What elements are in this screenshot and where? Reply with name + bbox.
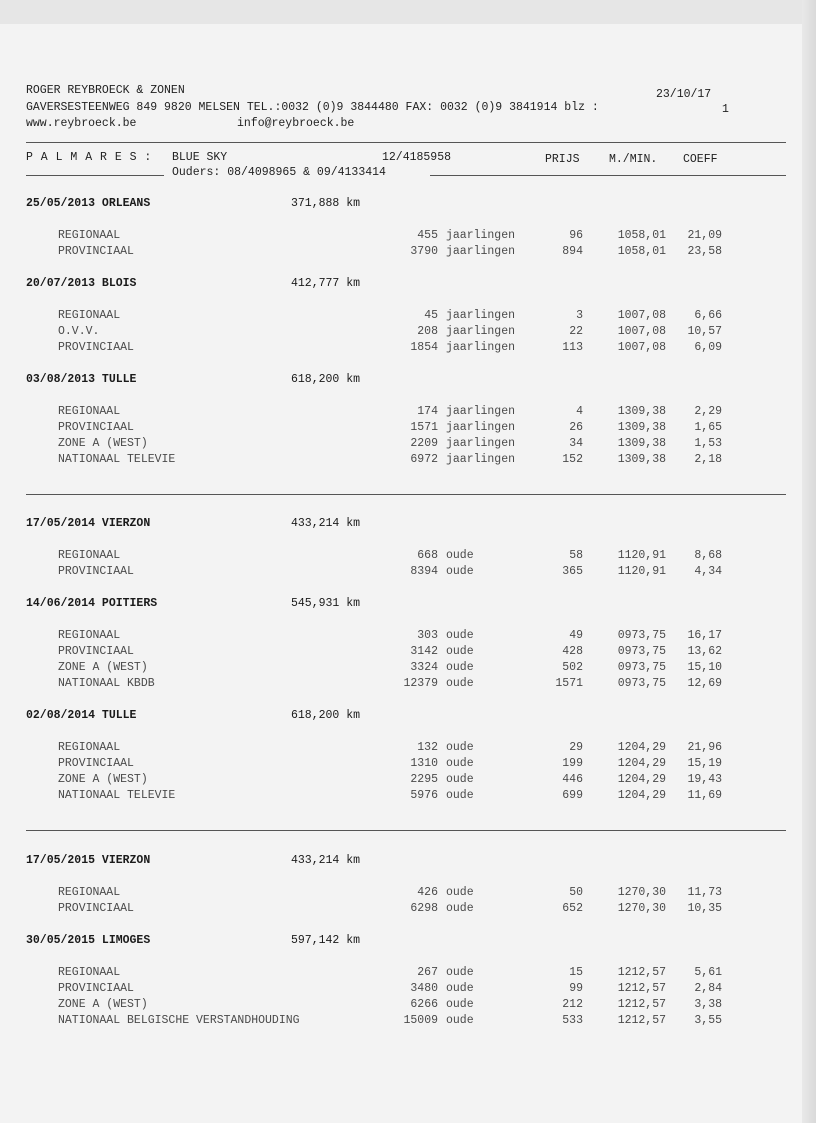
col-speed: M./MIN. <box>609 153 658 166</box>
result-category: PROVINCIAAL <box>58 245 134 258</box>
header-rule <box>26 142 786 143</box>
result-category: REGIONAAL <box>58 405 121 418</box>
result-speed: 1204,29 <box>617 789 666 802</box>
result-speed: 1204,29 <box>617 757 666 770</box>
result-category: REGIONAAL <box>58 229 121 242</box>
result-prize: 199 <box>562 757 583 770</box>
result-category: O.V.V. <box>58 325 100 338</box>
result-prize: 894 <box>562 245 583 258</box>
result-speed: 1309,38 <box>617 453 666 466</box>
result-type: oude <box>446 902 474 915</box>
result-category: ZONE A (WEST) <box>58 437 148 450</box>
result-coeff: 3,38 <box>694 998 722 1011</box>
parents: Ouders: 08/4098965 & 09/4133414 <box>172 166 386 179</box>
race-distance: 433,214 km <box>291 854 361 867</box>
result-type: jaarlingen <box>446 309 516 322</box>
result-category: NATIONAAL KBDB <box>58 677 155 690</box>
result-entrants: 426 <box>417 886 438 899</box>
result-type: oude <box>446 773 474 786</box>
result-type: oude <box>446 998 474 1011</box>
result-speed: 1212,57 <box>617 1014 666 1027</box>
result-type: oude <box>446 741 474 754</box>
result-type: oude <box>446 629 474 642</box>
race-distance: 597,142 km <box>291 934 361 947</box>
result-prize: 26 <box>569 421 583 434</box>
race-date-place: 03/08/2013 TULLE <box>26 373 137 386</box>
result-speed: 1058,01 <box>617 229 666 242</box>
result-category: PROVINCIAAL <box>58 757 134 770</box>
result-speed: 1204,29 <box>617 741 666 754</box>
result-type: jaarlingen <box>446 341 516 354</box>
result-type: oude <box>446 966 474 979</box>
result-category: ZONE A (WEST) <box>58 661 148 674</box>
result-coeff: 13,62 <box>687 645 722 658</box>
result-category: ZONE A (WEST) <box>58 773 148 786</box>
race-distance: 412,777 km <box>291 277 361 290</box>
result-type: jaarlingen <box>446 245 516 258</box>
result-type: oude <box>446 645 474 658</box>
result-speed: 1270,30 <box>617 902 666 915</box>
pigeon-name: BLUE SKY <box>172 151 228 164</box>
result-category: PROVINCIAAL <box>58 645 134 658</box>
email: info@reybroeck.be <box>237 117 355 130</box>
result-coeff: 6,66 <box>694 309 722 322</box>
result-prize: 446 <box>562 773 583 786</box>
result-type: jaarlingen <box>446 325 516 338</box>
result-speed: 1309,38 <box>617 405 666 418</box>
race-date-place: 17/05/2015 VIERZON <box>26 854 151 867</box>
result-prize: 652 <box>562 902 583 915</box>
parents-rule-right <box>430 175 786 176</box>
result-speed: 1204,29 <box>617 773 666 786</box>
result-entrants: 668 <box>417 549 438 562</box>
race-date-place: 02/08/2014 TULLE <box>26 709 137 722</box>
result-prize: 99 <box>569 982 583 995</box>
result-entrants: 132 <box>417 741 438 754</box>
result-entrants: 45 <box>424 309 438 322</box>
result-entrants: 1310 <box>410 757 438 770</box>
season-divider-2015 <box>26 830 786 831</box>
result-coeff: 15,19 <box>687 757 722 770</box>
parents-rule-left <box>26 175 164 176</box>
result-entrants: 2295 <box>410 773 438 786</box>
race-distance: 433,214 km <box>291 517 361 530</box>
result-entrants: 455 <box>417 229 438 242</box>
result-speed: 1058,01 <box>617 245 666 258</box>
result-category: PROVINCIAAL <box>58 902 134 915</box>
result-type: oude <box>446 661 474 674</box>
result-coeff: 3,55 <box>694 1014 722 1027</box>
result-entrants: 6266 <box>410 998 438 1011</box>
result-category: NATIONAAL TELEVIE <box>58 453 176 466</box>
result-category: REGIONAAL <box>58 886 121 899</box>
address-line: GAVERSESTEENWEG 849 9820 MELSEN TEL.:0032 (0)9 3844480 FAX: 0032 (0)9 3841914 blz : <box>26 101 599 114</box>
race-date-place: 20/07/2013 BLOIS <box>26 277 137 290</box>
result-type: jaarlingen <box>446 453 516 466</box>
result-entrants: 15009 <box>403 1014 438 1027</box>
pigeon-ring: 12/4185958 <box>382 151 452 164</box>
result-type: oude <box>446 886 474 899</box>
result-prize: 50 <box>569 886 583 899</box>
result-coeff: 21,96 <box>687 741 722 754</box>
race-date-place: 17/05/2014 VIERZON <box>26 517 151 530</box>
palmares-label: P A L M A R E S : <box>26 151 152 164</box>
result-entrants: 3480 <box>410 982 438 995</box>
result-entrants: 3324 <box>410 661 438 674</box>
result-speed: 1309,38 <box>617 437 666 450</box>
race-date-place: 30/05/2015 LIMOGES <box>26 934 151 947</box>
race-date-place: 25/05/2013 ORLEANS <box>26 197 151 210</box>
result-coeff: 8,68 <box>694 549 722 562</box>
result-coeff: 2,18 <box>694 453 722 466</box>
result-entrants: 267 <box>417 966 438 979</box>
result-prize: 34 <box>569 437 583 450</box>
result-type: jaarlingen <box>446 437 516 450</box>
result-prize: 96 <box>569 229 583 242</box>
result-type: jaarlingen <box>446 421 516 434</box>
result-speed: 1007,08 <box>617 309 666 322</box>
report-date: 23/10/17 <box>656 88 712 101</box>
result-prize: 49 <box>569 629 583 642</box>
result-speed: 1120,91 <box>617 549 666 562</box>
result-category: NATIONAAL BELGISCHE VERSTANDHOUDING <box>58 1014 300 1027</box>
result-type: oude <box>446 982 474 995</box>
result-category: REGIONAAL <box>58 309 121 322</box>
result-speed: 0973,75 <box>617 677 666 690</box>
result-coeff: 6,09 <box>694 341 722 354</box>
result-entrants: 2209 <box>410 437 438 450</box>
result-prize: 3 <box>576 309 583 322</box>
result-prize: 152 <box>562 453 583 466</box>
result-type: jaarlingen <box>446 229 516 242</box>
result-coeff: 11,69 <box>687 789 722 802</box>
result-type: oude <box>446 757 474 770</box>
result-type: oude <box>446 1014 474 1027</box>
result-entrants: 12379 <box>403 677 438 690</box>
result-prize: 365 <box>562 565 583 578</box>
result-coeff: 10,57 <box>687 325 722 338</box>
website: www.reybroeck.be <box>26 117 137 130</box>
result-speed: 1212,57 <box>617 966 666 979</box>
season-divider-2014 <box>26 494 786 495</box>
result-speed: 1270,30 <box>617 886 666 899</box>
company-name: ROGER REYBROECK & ZONEN <box>26 84 185 97</box>
result-category: PROVINCIAAL <box>58 982 134 995</box>
result-coeff: 4,34 <box>694 565 722 578</box>
result-category: PROVINCIAAL <box>58 565 134 578</box>
result-prize: 15 <box>569 966 583 979</box>
race-distance: 371,888 km <box>291 197 361 210</box>
result-prize: 29 <box>569 741 583 754</box>
race-date-place: 14/06/2014 POITIERS <box>26 597 158 610</box>
result-entrants: 1854 <box>410 341 438 354</box>
col-coeff: COEFF <box>683 153 718 166</box>
result-coeff: 2,84 <box>694 982 722 995</box>
result-entrants: 1571 <box>410 421 438 434</box>
page-number: 1 <box>722 103 729 116</box>
result-prize: 1571 <box>555 677 583 690</box>
result-entrants: 3142 <box>410 645 438 658</box>
result-type: jaarlingen <box>446 405 516 418</box>
result-speed: 1212,57 <box>617 982 666 995</box>
result-entrants: 303 <box>417 629 438 642</box>
result-prize: 58 <box>569 549 583 562</box>
result-speed: 1120,91 <box>617 565 666 578</box>
result-type: oude <box>446 565 474 578</box>
col-prijs: PRIJS <box>545 153 580 166</box>
result-type: oude <box>446 549 474 562</box>
result-entrants: 174 <box>417 405 438 418</box>
result-entrants: 208 <box>417 325 438 338</box>
result-category: NATIONAAL TELEVIE <box>58 789 176 802</box>
race-distance: 545,931 km <box>291 597 361 610</box>
result-prize: 699 <box>562 789 583 802</box>
result-entrants: 3790 <box>410 245 438 258</box>
result-prize: 22 <box>569 325 583 338</box>
result-category: REGIONAAL <box>58 741 121 754</box>
result-category: REGIONAAL <box>58 549 121 562</box>
result-coeff: 19,43 <box>687 773 722 786</box>
result-category: ZONE A (WEST) <box>58 998 148 1011</box>
result-category: PROVINCIAAL <box>58 341 134 354</box>
result-coeff: 12,69 <box>687 677 722 690</box>
result-coeff: 1,53 <box>694 437 722 450</box>
result-category: REGIONAAL <box>58 966 121 979</box>
result-entrants: 6972 <box>410 453 438 466</box>
result-prize: 428 <box>562 645 583 658</box>
result-coeff: 1,65 <box>694 421 722 434</box>
result-speed: 1007,08 <box>617 341 666 354</box>
result-coeff: 16,17 <box>687 629 722 642</box>
result-coeff: 2,29 <box>694 405 722 418</box>
result-coeff: 5,61 <box>694 966 722 979</box>
result-prize: 212 <box>562 998 583 1011</box>
page-edge-shadow <box>802 0 816 1123</box>
result-prize: 533 <box>562 1014 583 1027</box>
result-speed: 1212,57 <box>617 998 666 1011</box>
result-type: oude <box>446 677 474 690</box>
result-coeff: 10,35 <box>687 902 722 915</box>
result-prize: 502 <box>562 661 583 674</box>
result-category: REGIONAAL <box>58 629 121 642</box>
result-prize: 4 <box>576 405 583 418</box>
result-speed: 0973,75 <box>617 629 666 642</box>
result-entrants: 5976 <box>410 789 438 802</box>
result-prize: 113 <box>562 341 583 354</box>
result-speed: 0973,75 <box>617 661 666 674</box>
result-coeff: 21,09 <box>687 229 722 242</box>
result-speed: 1007,08 <box>617 325 666 338</box>
result-speed: 0973,75 <box>617 645 666 658</box>
result-coeff: 23,58 <box>687 245 722 258</box>
result-category: PROVINCIAAL <box>58 421 134 434</box>
result-speed: 1309,38 <box>617 421 666 434</box>
result-entrants: 6298 <box>410 902 438 915</box>
race-distance: 618,200 km <box>291 373 361 386</box>
race-distance: 618,200 km <box>291 709 361 722</box>
result-type: oude <box>446 789 474 802</box>
result-entrants: 8394 <box>410 565 438 578</box>
result-coeff: 11,73 <box>687 886 722 899</box>
result-coeff: 15,10 <box>687 661 722 674</box>
